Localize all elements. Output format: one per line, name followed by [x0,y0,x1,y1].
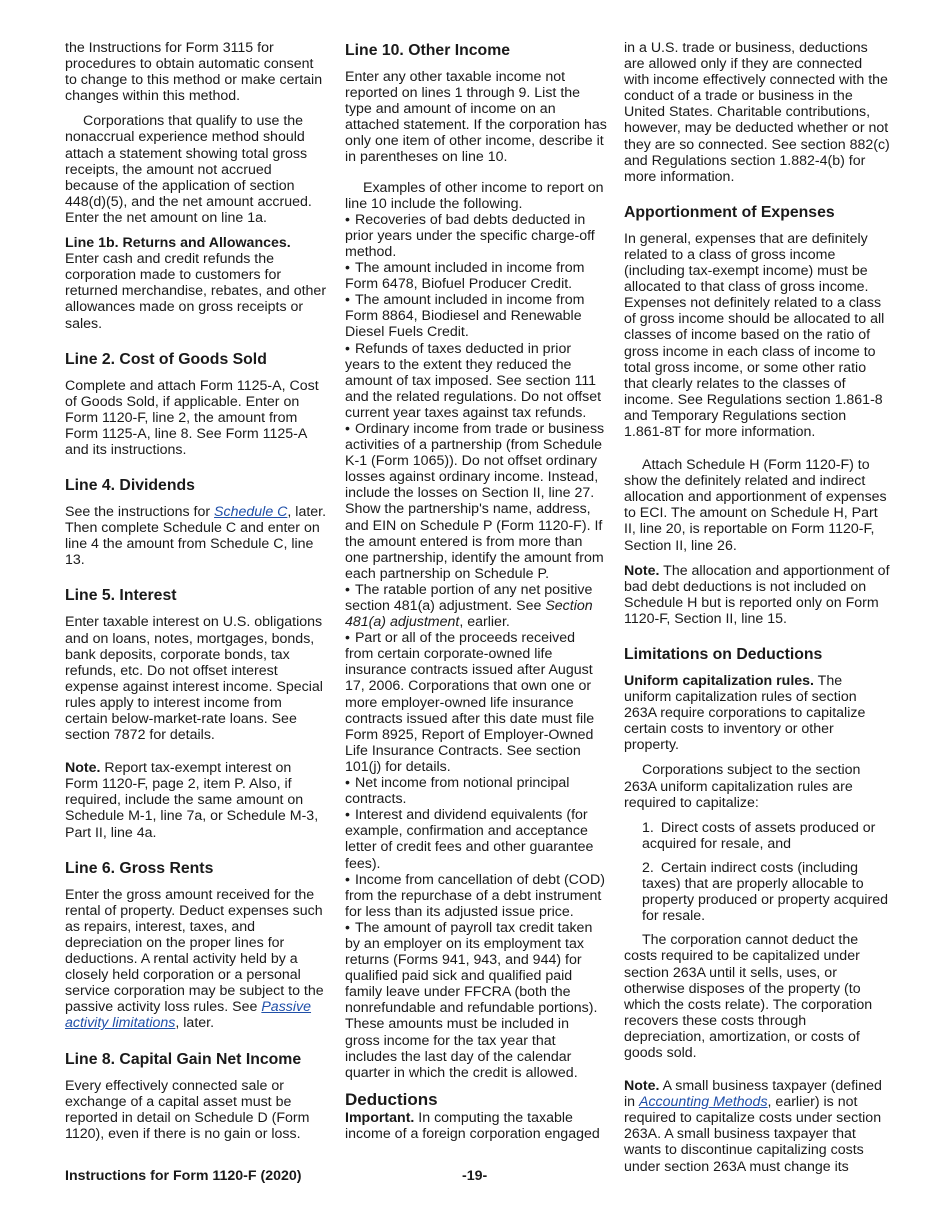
list-item: • The amount included in income from Form 8864, Biodiesel and Renewable Diesel Fuels Credit. [345,292,607,340]
run-in-heading: Important. [345,1109,415,1126]
list-item: • Recoveries of bad debts deducted in prior years under the specific charge-off method. [345,212,607,260]
paragraph: Enter any other taxable income not reported on lines 1 through 9. List the type and amount of income on an attached statement. If the corporation has only one item of other income, describe it in parentheses on line 10. [345,69,607,166]
paragraph-text: , earlier) is not required to capitalize costs under section 263A. A small business taxpayer that wants to discontinue capitalizing costs under section 263A must change its [624,1094,882,1175]
accounting-methods-link[interactable]: Accounting Methods [638,1094,768,1111]
column-1 [65,40,327,1151]
note-label: Note. [65,760,101,777]
paragraph-text: Enter cash and credit refunds the corporation made to customers for returned merchandise, rebates, and other allowances made on gross receipts or sales. [65,251,327,332]
paragraph [345,1110,607,1142]
note-label: Note. [624,1078,660,1095]
list-item: • Part or all of the proceeds received from certain corporate-owned life insurance contracts issued after August 17, 2006. Corporations that own one or more employer-owned life insurance contracts issued after this date must file Form 8925, Report of Employer-Owned Life Insurance Contracts. See section 101(j) for details. [345,630,607,775]
list-item: • Refunds of taxes deducted in prior years to the extent they reduced the amount of tax imposed. See section 111 and the related regulations. Do not offset current year taxes against tax refunds. [345,341,607,421]
paragraph-text: A small business taxpayer (defined in [624,1078,882,1111]
paragraph-text: The uniform capitalization rules of section 263A require corporations to capitalize certain costs to inventory or other property. [624,673,866,754]
footer-title: Instructions for Form 1120-F (2020) [65,1168,302,1184]
paragraph: the Instructions for Form 3115 for procedures to obtain automatic consent to change to this method or make certain changes within this method. [65,40,323,105]
section-heading: Line 10. Other Income [345,42,511,59]
paragraph: Corporations that qualify to use the nonaccrual experience method should attach a statement showing total gross receipts, the amount not accrued because of the application of section 448(d)(5), and the net amount accrued. Enter the net amount on line 1a. [65,113,312,226]
paragraph [65,504,327,568]
paragraph: Corporations subject to the section 263A uniform capitalization rules are required to capitalize: [624,762,861,811]
paragraph-text: Report tax-exempt interest on Form 1120-F, page 2, item P. Also, if required, include the same amount on Schedule M-1, line 7a, or Schedule M-3, Part II, line 4a. [65,760,319,841]
paragraph-text: , later. [175,1015,215,1032]
paragraph: Examples of other income to report on line 10 include the following. [345,179,604,212]
paragraph-text: The allocation and apportionment of bad debt deductions is not included on Schedule H but is reported only on Form 1120-F, Section II, line 15. [624,562,890,627]
section-heading: Line 4. Dividends [65,477,195,495]
section-heading: Apportionment of Expenses [624,203,835,221]
section-heading: Line 6. Gross Rents [65,859,214,877]
list-item-text: The ratable portion of any net positive section 481(a) adjustment. See [345,581,593,614]
schedule-c-link[interactable]: Schedule C [214,504,288,521]
run-in-heading: Uniform capitalization rules. [624,673,814,689]
paragraph: In general, expenses that are definitely related to a class of gross income (including tax-exempt income) must be allocated to that class of gross income. Expenses not definitely related to a class of gross income should be allocated to all classes of income based on the ratio of gross income in each class of income to total gross income, or some other ratio that clearly relates to the classes of income. See Regulations section 1.861-8 and Temporary Regulations section 1.861-8T for more information. [624,230,885,440]
list-item [345,582,607,630]
paragraph: in a U.S. trade or business, deductions are allowed only if they are connected with income effectively connected with the conduct of a trade or business in the United States. Charitable contributions, however, may be deducted whether or not they are so connected. See section 882(c) and Regulations section 1.882-4(b) for more information. [624,40,890,185]
page-number: -19- [462,1168,488,1184]
list-item: 1. Direct costs of assets produced or acquired for resale, and [642,819,876,852]
paragraph-text: In computing the taxable income of a foreign corporation engaged [345,1109,600,1142]
column-2 [345,40,607,1151]
paragraph: Every effectively connected sale or exchange of a capital asset must be reported in detail on Schedule D (Form 1120), even if there is no gain or loss. [65,1077,310,1142]
column-3 [624,40,890,1184]
list-item: 2. Certain indirect costs (including taxes) that are properly allocable to property produced or property acquired for resale. [642,859,889,925]
note-paragraph [624,563,890,627]
paragraph: Complete and attach Form 1125-A, Cost of Goods Sold, if applicable. Enter on Form 1120-F, line 2, the amount from Form 1125-A, line 8. See Form 1125-A and its instructions. [65,377,319,458]
paragraph [65,887,327,1032]
paragraph: Attach Schedule H (Form 1120-F) to show the definitely related and indirect allocation and apportionment of expenses to ECI. The amount on Schedule H, Part II, line 20, is reportable on Form 1120-F, Section II, line 26. [624,457,887,554]
list-item: • Interest and dividend equivalents (for example, confirmation and acceptance letter of credit fees and other guarantee fees). [345,807,607,871]
paragraph: The corporation cannot deduct the costs required to be capitalized under section 263A until it sells, uses, or otherwise disposes of the property (to which the costs relate). The corporation recovers these costs through depreciation, amortization, or costs of goods sold. [624,932,873,1061]
section-heading: Line 8. Capital Gain Net Income [65,1050,302,1068]
list-item: • The amount included in income from Form 6478, Biofuel Producer Credit. [345,260,607,292]
paragraph [624,673,890,753]
section-heading: Line 5. Interest [65,587,177,605]
paragraph-text: Enter the gross amount received for the rental of property. Deduct expenses such as repairs, interest, taxes, and depreciation on the proper lines for deductions. A rental activity held by a closely held corporation or a personal service corporation may be subject to the passive activity loss rules. See [65,886,324,1016]
list-item: • Net income from notional principal contracts. [345,775,607,807]
note-label: Note. [624,562,660,579]
paragraph-text: , later. Then complete Schedule C and enter on line 4 the amount from Schedule C, line 13. [65,504,327,569]
section-heading: Limitations on Deductions [624,646,823,663]
list-item: • Ordinary income from trade or business activities of a partnership (from Schedule K-1 (Form 1065)). Do not offset ordinary losses against ordinary income. Instead, include the losses on Section II, line 27. Show the partnership's name, address, and EIN on Schedule P (Form 1120-F). If the amount entered is from more than one partnership, identify the amount from each partnership on Schedule P. [345,421,607,582]
note-paragraph [65,760,327,840]
paragraph [65,235,327,332]
paragraph-text: See the instructions for [65,504,215,521]
paragraph: Enter taxable interest on U.S. obligations and on loans, notes, mortgages, bonds, bank deposits, corporate bonds, tax refunds, etc. Do not offset interest expense against interest income. Special rules apply to interest income from certain below-market-rate loans. See section 7872 for details. [65,614,323,744]
section-heading: Line 2. Cost of Goods Sold [65,350,267,368]
list-item-text: Section 481(a) adjustment [345,598,593,631]
note-paragraph [624,1078,890,1175]
list-item-text: , earlier. [459,614,510,631]
list-item: • Income from cancellation of debt (COD) from the repurchase of a debt instrument for less than its adjusted issue price. [345,872,607,920]
list-item: • The amount of payroll tax credit taken by an employer on its employment tax returns (Forms 941, 943, and 944) for qualified paid sick and qualified paid family leave under FFCRA (both the nonrefundable and refundable portions). These amounts must be included in gross income for the tax year that includes the last day of the calendar quarter in which the credit is allowed. [345,920,607,1081]
passive-activity-link[interactable]: Passive activity limitations [65,999,312,1032]
run-in-heading: Line 1b. Returns and Allowances. [65,235,291,252]
section-heading: Deductions [345,1089,438,1109]
